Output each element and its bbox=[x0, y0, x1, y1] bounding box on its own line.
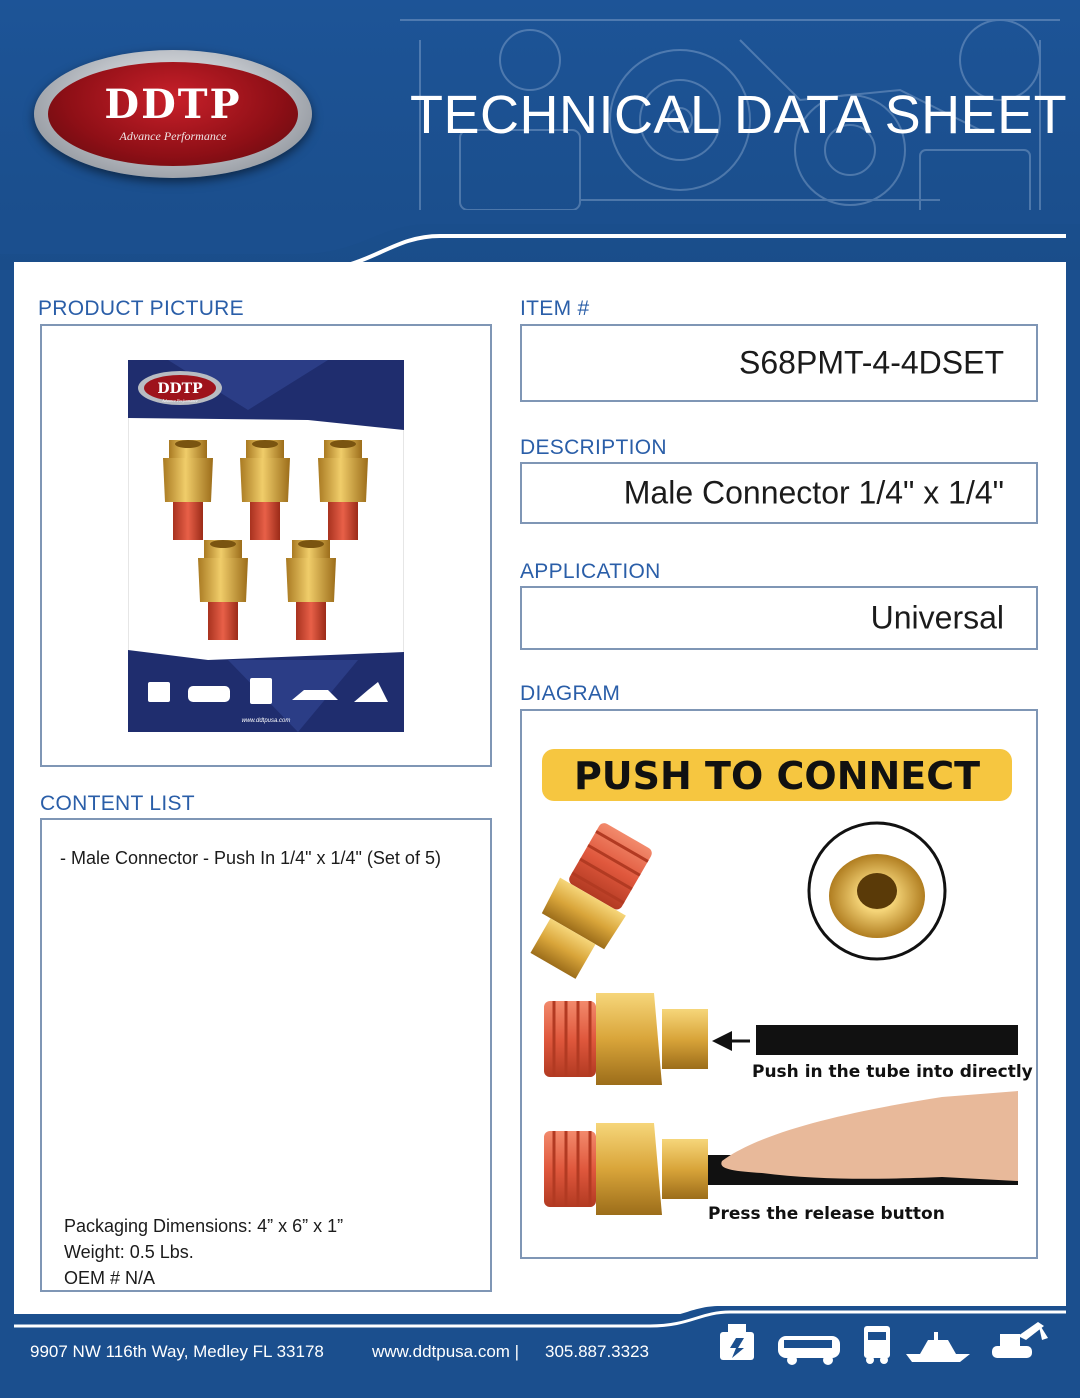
logo-red-oval bbox=[48, 62, 298, 166]
weight: Weight: 0.5 Lbs. bbox=[64, 1242, 194, 1262]
bus-icon bbox=[778, 1336, 840, 1365]
content-list-box bbox=[40, 818, 492, 1292]
footer-phone[interactable]: 305.887.3323 bbox=[545, 1342, 649, 1361]
fitting-side-image-1 bbox=[544, 993, 708, 1085]
fitting-side-image-2 bbox=[544, 1123, 708, 1215]
item-number-label: ITEM # bbox=[520, 297, 590, 320]
logo-text: DDTP bbox=[104, 80, 242, 128]
footer-icon-row bbox=[720, 1320, 1050, 1370]
application-value: Universal bbox=[870, 599, 1004, 636]
page-title: TECHNICAL DATA SHEET bbox=[410, 85, 1068, 145]
package-url: www.ddtpusa.com bbox=[241, 718, 291, 724]
diagram-label: DIAGRAM bbox=[520, 682, 621, 705]
caption-push: Push in the tube into directly bbox=[752, 1062, 1033, 1082]
content-list-label: CONTENT LIST bbox=[40, 792, 195, 815]
logo-tagline: Advance Performance bbox=[119, 128, 227, 143]
description-box bbox=[520, 462, 1038, 524]
excavator-icon bbox=[992, 1322, 1048, 1358]
footer-address: 9907 NW 116th Way, Medley FL 33178 bbox=[30, 1342, 324, 1361]
application-label: APPLICATION bbox=[520, 560, 661, 583]
fitting-angled-image bbox=[522, 817, 661, 985]
footer-website[interactable]: www.ddtpusa.com | bbox=[372, 1342, 520, 1361]
product-picture-box bbox=[40, 324, 492, 767]
product-package-image bbox=[128, 360, 404, 732]
product-picture-label: PRODUCT PICTURE bbox=[38, 297, 244, 320]
package-logo: DDTP bbox=[157, 381, 203, 397]
description-value: Male Connector 1/4" x 1/4" bbox=[623, 474, 1004, 511]
description-label: DESCRIPTION bbox=[520, 436, 667, 459]
application-box bbox=[520, 586, 1038, 650]
tube-1 bbox=[756, 1025, 1018, 1055]
item-number-value: S68PMT-4-4DSET bbox=[739, 344, 1004, 381]
diagram-box bbox=[520, 709, 1038, 1259]
item-number-box bbox=[520, 324, 1038, 402]
banner-text: PUSH TO CONNECT bbox=[573, 754, 981, 798]
hand-icon bbox=[721, 1091, 1018, 1181]
caption-release: Press the release button bbox=[708, 1204, 945, 1224]
packaging-dimensions: Packaging Dimensions: 4” x 6” x 1” bbox=[64, 1216, 344, 1236]
content-list-item: - Male Connector - Push In 1/4" x 1/4" (Set of 5) bbox=[60, 848, 441, 868]
arrow-left-icon bbox=[712, 1031, 732, 1051]
oem-number: OEM # N/A bbox=[64, 1268, 156, 1288]
yacht-icon bbox=[906, 1332, 970, 1362]
truck-icon bbox=[864, 1326, 890, 1364]
package-tagline: Advance Performance bbox=[162, 398, 198, 403]
push-to-connect-diagram bbox=[522, 711, 1036, 1257]
ddtp-logo bbox=[34, 50, 312, 178]
header-swoosh bbox=[0, 210, 1080, 280]
generator-icon bbox=[720, 1324, 754, 1360]
